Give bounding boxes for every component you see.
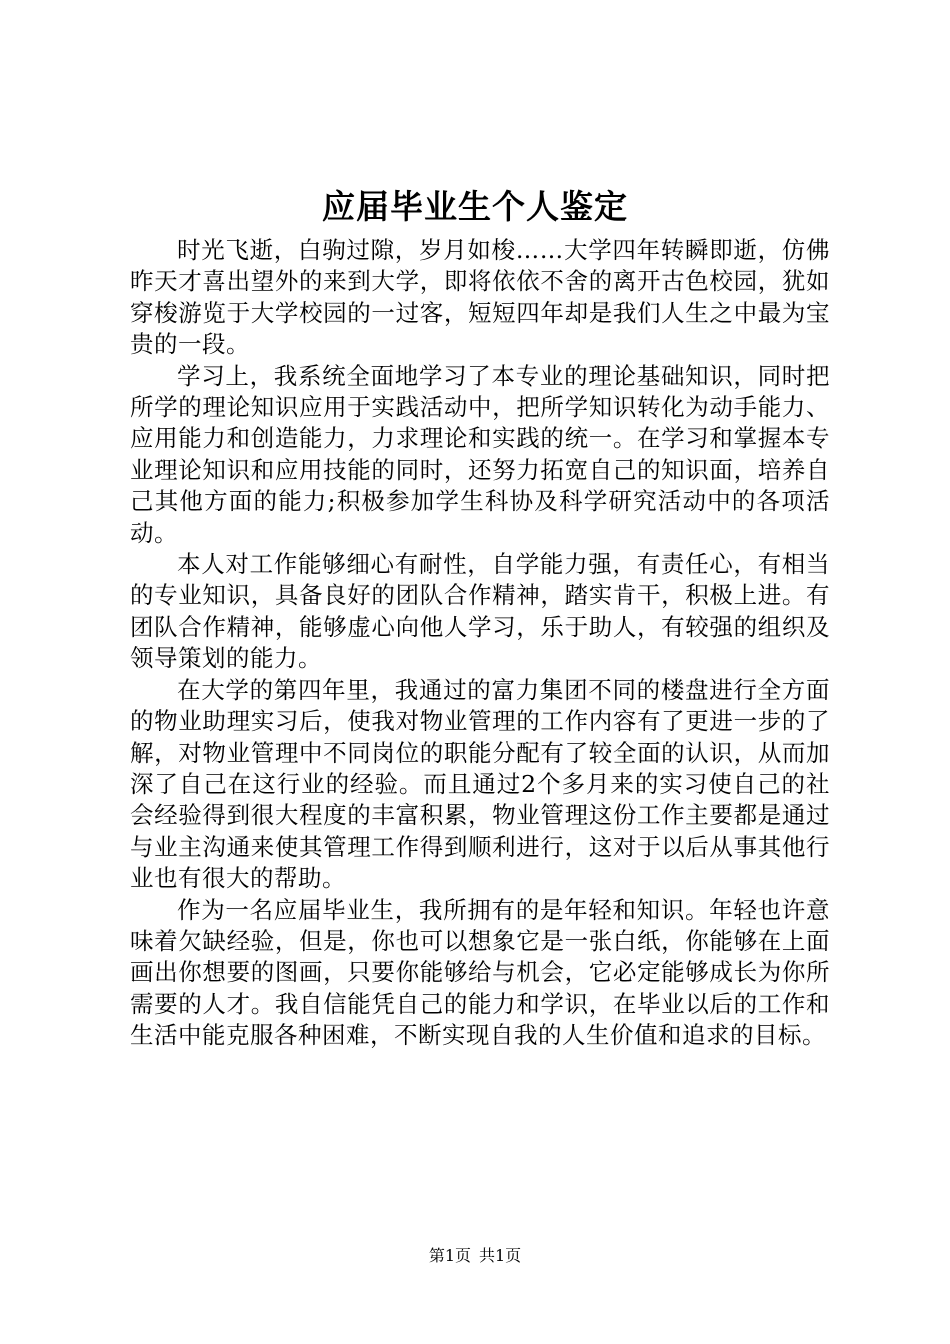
document-body	[130, 235, 830, 1052]
paragraph-study: 学习上，我系统全面地学习了本专业的理论基础知识，同时把所学的理论知识应用于实践活动中，把所学知识转化为动手能力、应用能力和创造能力，力求理论和实践的统一。在学习和掌握本专业理论知识和应用技能的同时，还努力拓宽自己的知识面，培养自己其他方面的能力;积极参加学生科协及科学研究活动中的各项活动。	[130, 361, 830, 547]
paragraph-internship: 在大学的第四年里，我通过的富力集团不同的楼盘进行全方面的物业助理实习后，使我对物业管理的工作内容有了更进一步的了解，对物业管理中不同岗位的职能分配有了较全面的认识，从而加深了自己在这行业的经验。而且通过2个多月来的实习使自己的社会经验得到很大程度的丰富积累，物业管理这份工作主要都是通过与业主沟通来使其管理工作得到顺利进行，这对于以后从事其他行业也有很大的帮助。	[130, 675, 830, 893]
paragraph-personality: 本人对工作能够细心有耐性，自学能力强，有责任心，有相当的专业知识，具备良好的团队合作精神，踏实肯干，积极上进。有团队合作精神，能够虚心向他人学习，乐于助人，有较强的组织及领导策划的能力。	[130, 550, 830, 673]
paragraph-intro: 时光飞逝，白驹过隙，岁月如梭……大学四年转瞬即逝，仿佛昨天才喜出望外的来到大学，即将依依不舍的离开古色校园，犹如穿梭游览于大学校园的一过客，短短四年却是我们人生之中最为宝贵的一段。	[130, 236, 830, 359]
document-title: 应届毕业生个人鉴定	[322, 187, 628, 226]
paragraph-conclusion: 作为一名应届毕业生，我所拥有的是年轻和知识。年轻也许意味着欠缺经验，但是，你也可以想象它是一张白纸，你能够在上面画出你想要的图画，只要你能够给与机会，它必定能够成长为你所需要的人才。我自信能凭自己的能力和学识，在毕业以后的工作和生活中能克服各种困难，不断实现自我的人生价值和追求的目标。	[130, 895, 830, 1050]
page-footer	[0, 1244, 950, 1268]
page-number-total: 共1页	[479, 1246, 522, 1265]
page-number-current: 第1页	[428, 1246, 471, 1265]
